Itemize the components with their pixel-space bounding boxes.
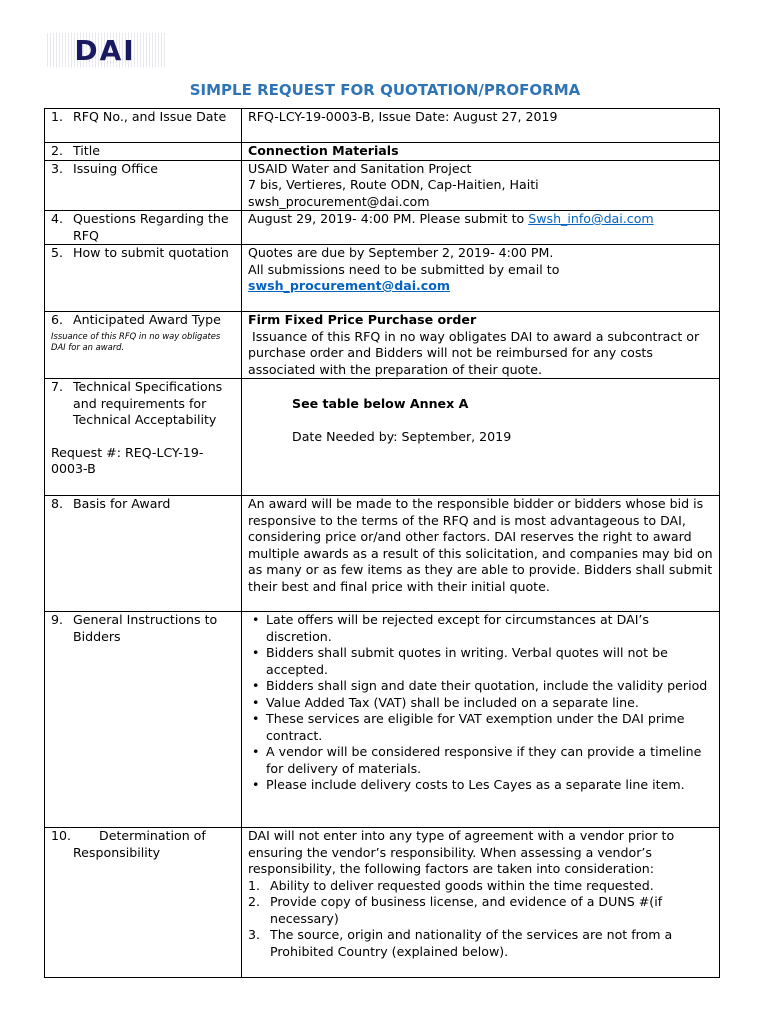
row-number: 2. [51, 143, 64, 158]
row-label-cell [45, 143, 242, 161]
questions-email-link[interactable]: Swsh_info@dai.com [528, 211, 654, 226]
annex-reference: See table below Annex A [292, 396, 469, 411]
list-item [248, 894, 715, 927]
table-row [45, 312, 720, 379]
list-item: • Late offers will be rejected except for circumstances at DAI’s discretion. [266, 612, 715, 645]
row-number: 6. [51, 312, 64, 327]
row-value-cell [242, 496, 720, 612]
table-row [45, 143, 720, 161]
table-row [45, 612, 720, 828]
rfq-table [44, 108, 720, 978]
row-number: 9. [51, 612, 64, 627]
row-number: 5. [51, 245, 64, 260]
item-text: Ability to deliver requested goods within the time requested. [270, 877, 654, 893]
row-label: General Instructions to Bidders [73, 612, 218, 644]
rfq-title: Connection Materials [248, 143, 399, 158]
questions-deadline: August 29, 2019- 4:00 PM. Please submit to [248, 211, 529, 226]
row-value-cell [242, 160, 720, 211]
award-description: Issuance of this RFQ in no way obligates DAI to award a subcontract or purchase order and Bidders will not be reimbursed for any costs associated with the preparation of their quote. [248, 328, 704, 377]
row-label-cell [45, 211, 242, 245]
row-value-cell [242, 379, 720, 496]
list-item: • These services are eligible for VAT exemption under the DAI prime contract. [266, 711, 715, 744]
table-row [45, 109, 720, 143]
row-number: 1. [51, 109, 64, 124]
row-label: Title [73, 143, 100, 158]
date-needed: Date Needed by: September, 2019 [292, 428, 512, 444]
row-label: RFQ No., and Issue Date [73, 109, 227, 124]
award-note: Issuance of this RFQ in no way obligates DAI for an award. [51, 330, 221, 352]
list-item [248, 877, 715, 895]
submission-instructions: All submissions need to be submitted by email to [248, 261, 560, 277]
office-name: USAID Water and Sanitation Project [248, 160, 472, 176]
row-value-cell [242, 109, 720, 143]
office-address: 7 bis, Vertieres, Route ODN, Cap-Haitien, Haiti [248, 177, 539, 192]
item-text: The source, origin and nationality of the services are not from a Prohibited Country (explained below). [270, 927, 673, 959]
list-item: • Bidders shall sign and date their quotation, include the validity period [266, 678, 715, 695]
list-item: • Please include delivery costs to Les Cayes as a separate line item. [266, 777, 715, 794]
table-row [45, 496, 720, 612]
item-number: 1. [248, 877, 261, 893]
rfq-number: RFQ-LCY-19-0003-B, Issue Date: August 27, 2019 [248, 109, 558, 124]
item-text: Provide copy of business license, and evidence of a DUNS #(if necessary) [270, 894, 663, 926]
row-label-cell [45, 496, 242, 612]
row-label: Technical Specifications and requirements for Technical Acceptability [73, 379, 223, 427]
row-value-cell [242, 143, 720, 161]
row-number: 7. [51, 379, 64, 394]
list-item: • A vendor will be considered responsive if they can provide a timeline for delivery of materials. [266, 744, 715, 777]
row-label-cell [45, 379, 242, 496]
row-number: 3. [51, 160, 64, 176]
row-label-cell [45, 312, 242, 379]
responsibility-text: DAI will not enter into any type of agreement with a vendor prior to ensuring the vendor’s responsibility. When assessing a vendor’s responsibility, the following factors are taken into consideration: [248, 828, 675, 876]
table-row [45, 211, 720, 245]
row-number: 4. [51, 211, 64, 226]
row-value-cell [242, 211, 720, 245]
row-value-cell [242, 828, 720, 978]
item-number: 2. [248, 894, 261, 909]
list-item [248, 927, 715, 960]
table-row [45, 379, 720, 496]
office-email: swsh_procurement@dai.com [248, 193, 430, 209]
basis-for-award-text: An award will be made to the responsible bidder or bidders whose bid is responsive to the terms of the RFQ and is most advantageous to DAI, considering price or/and other factors. DAI reserves the right to award multiple awards as a result of this solicitation, and companies may bid on as many or as few items as they are able to provide. Bidders shall submit their best and final price with their initial quote. [248, 496, 713, 594]
row-label: How to submit quotation [73, 245, 229, 260]
row-label: Determination of Responsibility [73, 828, 206, 860]
row-label: Anticipated Award Type [73, 312, 221, 327]
row-label-cell [45, 612, 242, 828]
quotes-due: Quotes are due by September 2, 2019- 4:00 PM. [248, 245, 554, 260]
row-label-cell [45, 828, 242, 978]
document-title: SIMPLE REQUEST FOR QUOTATION/PROFORMA [189, 81, 581, 99]
row-value-cell [242, 612, 720, 828]
list-item: • Bidders shall submit quotes in writing. Verbal quotes will not be accepted. [266, 645, 715, 678]
item-number: 3. [248, 927, 261, 942]
row-value-cell [242, 245, 720, 312]
request-number: Request #: REQ-LCY-19-0003-B [51, 444, 204, 476]
responsibility-factors [248, 878, 715, 961]
row-label: Basis for Award [73, 496, 171, 511]
row-label: Questions Regarding the RFQ [73, 211, 229, 243]
row-label: Issuing Office [73, 160, 159, 176]
table-row [45, 245, 720, 312]
table-row [45, 160, 720, 211]
row-label-cell [45, 160, 242, 211]
row-label-cell [45, 109, 242, 143]
row-label-cell [45, 245, 242, 312]
company-logo: DAI [45, 33, 165, 67]
row-value-cell [242, 312, 720, 379]
row-number: 10. [51, 828, 72, 843]
instructions-list [248, 612, 715, 794]
table-row [45, 828, 720, 978]
row-number: 8. [51, 496, 64, 511]
submission-email-link[interactable]: swsh_procurement@dai.com [248, 278, 451, 293]
list-item: • Value Added Tax (VAT) shall be included on a separate line. [266, 695, 715, 712]
award-type: Firm Fixed Price Purchase order [248, 312, 477, 327]
